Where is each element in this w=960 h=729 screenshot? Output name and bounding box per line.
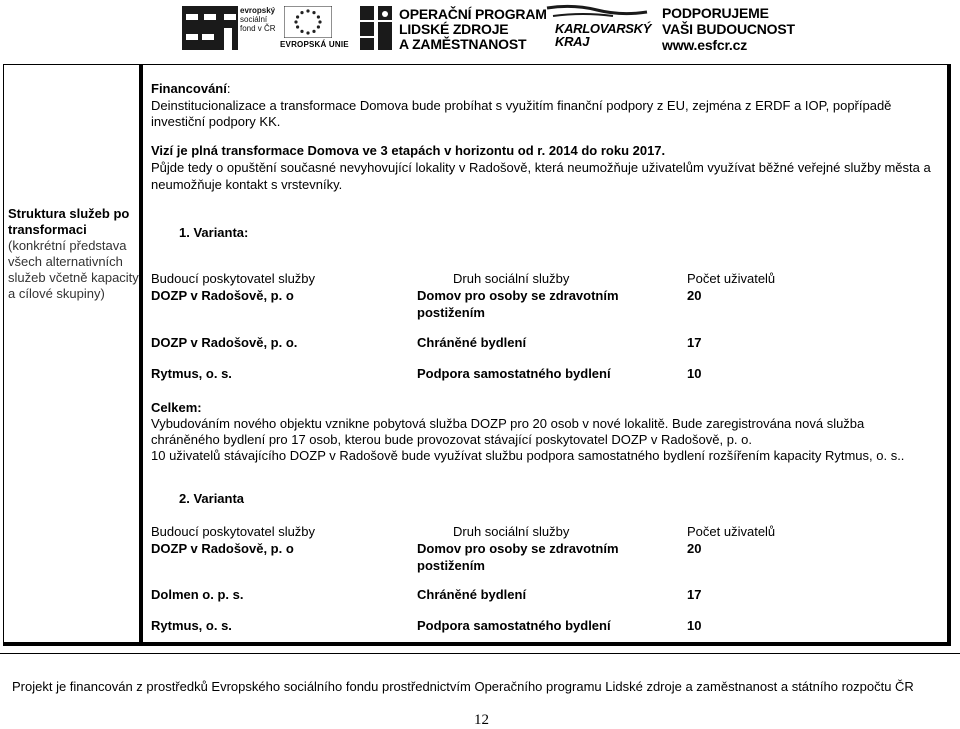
table-cell: DOZP v Radošově, p. o — [151, 288, 294, 303]
summary-label: Celkem: — [151, 400, 202, 415]
sidebar-label — [8, 206, 140, 302]
variant1-header-provider: Budoucí poskytovatel služby — [151, 271, 316, 286]
table-cell: 17 — [687, 335, 702, 350]
table-cell: DOZP v Radošově, p. o — [151, 541, 294, 556]
footer-divider — [0, 653, 960, 654]
table-cell: Domov pro osoby se zdravotním postižením — [417, 288, 619, 320]
table-cell: 17 — [687, 587, 702, 602]
table-cell: Rytmus, o. s. — [151, 366, 232, 381]
esf-logo — [182, 4, 238, 52]
variant2-header-provider: Budoucí poskytovatel služby — [151, 524, 316, 539]
vision-text: Půjde tedy o opuštění současné nevyhovující lokality v Radošově, která neumožňuje uživatelům využívat běžné veřejné služby města a neumožňuje kontakt s vrstevníky. — [151, 160, 931, 192]
esf-logo-text: evropský sociální fond v ČR — [240, 6, 276, 33]
table-cell: Podpora samostatného bydlení — [417, 366, 611, 381]
table-cell: Chráněné bydlení — [417, 587, 527, 602]
support-slogan: PODPORUJEME VAŠI BUDOUCNOST www.esfcr.cz — [662, 5, 795, 53]
sidebar-title: Struktura služeb po transformaci — [8, 206, 130, 237]
table-cell: 10 — [687, 366, 702, 381]
table-cell: 20 — [687, 288, 702, 303]
variant2-header-type: Druh sociální služby — [453, 524, 570, 539]
summary-line: chráněného bydlení pro 17 osob, kterou bude provozovat stávající poskytovatel DOZP v Radošově, p. o. — [151, 432, 753, 447]
table-cell: DOZP v Radošově, p. o. — [151, 335, 298, 350]
sidebar-column — [4, 65, 143, 642]
variant1-title: 1. Varianta: — [179, 225, 249, 240]
variant1-header-type: Druh sociální služby — [453, 271, 570, 286]
vision-headline: Vizí je plná transformace Domova ve 3 etapách v horizontu od r. 2014 do roku 2017. — [151, 143, 666, 158]
op-lzz-text: OPERAČNÍ PROGRAM LIDSKÉ ZDROJE A ZAMĚSTNANOST — [399, 6, 547, 52]
sidebar-subtitle: (konkrétní představa všech alternativních služeb včetně kapacity a cílové skupiny) — [8, 238, 139, 301]
variant2-header-count: Počet uživatelů — [687, 524, 776, 539]
financing-section: Financování: Deinstitucionalizace a transformace Domova bude probíhat s využitím finanční podpory z EU, zejména z ERDF a IOP, popřípadě investiční podpory KK. — [151, 81, 941, 131]
table-cell: 10 — [687, 618, 702, 633]
table-cell: Chráněné bydlení — [417, 335, 527, 350]
page-number: 12 — [474, 712, 489, 728]
table-cell: 20 — [687, 541, 702, 556]
table-cell: Dolmen o. p. s. — [151, 587, 244, 602]
op-lzz-logo — [358, 4, 394, 52]
table-cell: Podpora samostatného bydlení — [417, 618, 611, 633]
variant2-title: 2. Varianta — [179, 491, 245, 506]
financing-label: Financování — [151, 81, 227, 96]
karlovarsky-kraj-text: KARLOVARSKÝ KRAJ — [555, 21, 652, 49]
content-table — [3, 64, 951, 646]
eu-flag-icon — [284, 6, 332, 38]
summary-line: Vybudováním nového objektu vznikne pobytová služba DOZP pro 20 osob v nové lokalitě. Bude zaregistrována nová služba — [151, 416, 865, 431]
logo-banner — [0, 0, 960, 58]
table-cell: Rytmus, o. s. — [151, 618, 232, 633]
main-content — [151, 65, 943, 642]
table-cell: Domov pro osoby se zdravotním postižením — [417, 541, 619, 573]
financing-text: Deinstitucionalizace a transformace Domova bude probíhat s využitím finanční podpory z EU, zejména z ERDF a IOP, popřípadě investiční podpory KK. — [151, 97, 892, 129]
variant1-header-count: Počet uživatelů — [687, 271, 776, 286]
footer-text: Projekt je financován z prostředků Evropského sociálního fondu prostřednictvím Operačního programu Lidské zdroje a zaměstnanost a státního rozpočtu ČR — [12, 679, 914, 694]
summary-line: 10 uživatelů stávajícího DOZP v Radošově bude využívat službu podpora samostatného bydlení rozšířením kapacity Rytmus, o. s.. — [151, 448, 905, 463]
eu-caption: EVROPSKÁ UNIE — [280, 40, 349, 49]
